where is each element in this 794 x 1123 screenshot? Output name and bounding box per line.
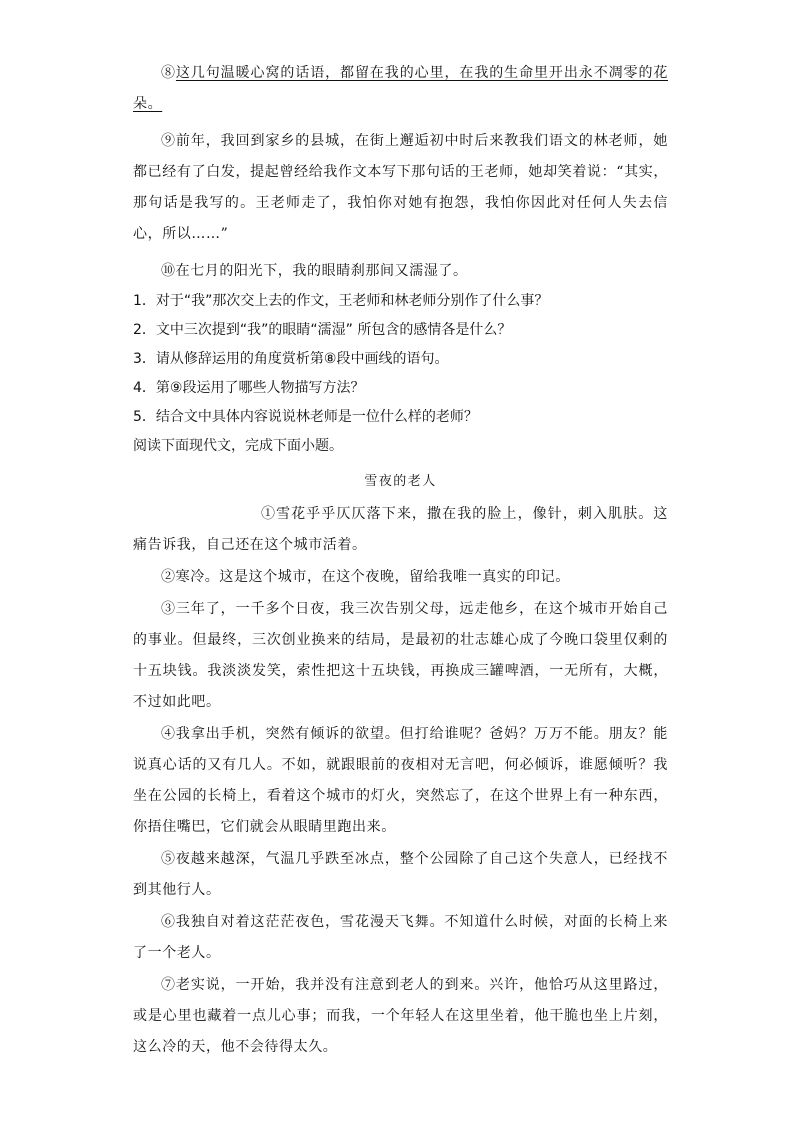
question-item: 3．请从修辞运用的角度赏析第⑧段中画线的语句。 — [133, 351, 449, 367]
story1-paragraph-8 — [133, 58, 668, 120]
story2-paragraph-1: ①雪花乎乎仄仄落下来，撒在我的脸上，像针，刺入肌肤。这痛告诉我，自己还在这个城市活着。 — [133, 506, 668, 553]
story2-paragraph-2: ②寒冷。这是这个城市，在这个夜晚，留给我唯一真实的印记。 — [161, 569, 570, 585]
question-item: 4．第⑨段运用了哪些人物描写方法？ — [133, 380, 365, 396]
reading-instruction: 阅读下面现代文，完成下面小题。 — [133, 438, 343, 454]
question-item: 1．对于“我”那次交上去的作文，王老师和林老师分别作了什么事？ — [133, 293, 549, 309]
question-item: 5．结合文中具体内容说说林老师是一位什么样的老师？ — [133, 409, 478, 425]
story2-paragraph-7: ⑦老实说，一开始，我并没有注意到老人的到来。兴许，他恰巧从这里路过，或是心里也藏着一点儿心事；而我，一个年轻人在这里坐着，他干脆也坐上片刻，这么冷的天，他不会待得太久。 — [133, 977, 668, 1055]
story2-paragraph-3: ③三年了，一千多个日夜，我三次告别父母，远走他乡，在这个城市开始自己的事业。但最终，三次创业换来的结局，是最初的壮志雄心成了今晚口袋里仅剩的十五块钱。我淡淡发笑，索性把这十五块钱，再换成三罐啤酒，一无所有，大概，不过如此吧。 — [133, 601, 668, 710]
story2-paragraph-6: ⑥我独自对着这茫茫夜色，雪花漫天飞舞。不知道什么时候，对面的长椅上来了一个老人。 — [133, 914, 668, 961]
paragraph-number: ⑧ — [161, 65, 176, 81]
story2-title: 雪夜的老人 — [364, 474, 437, 489]
story1-paragraph-10: ⑩在七月的阳光下，我的眼睛刹那间又濡湿了。 — [161, 263, 468, 279]
document-page — [133, 58, 668, 1063]
underlined-sentence: 这几句温暖心窝的话语，都留在我的心里，在我的生命里开出永不凋零的花朵。 — [133, 65, 668, 112]
story2-paragraph-5: ⑤夜越来越深，气温几乎跌至冰点，整个公园除了自己这个失意人，已经找不到其他行人。 — [133, 851, 668, 898]
story2-paragraph-4: ④我拿出手机，突然有倾诉的欲望。但打给谁呢？爸妈？万万不能。朋友？能说真心话的又有几人。不如，就跟眼前的夜相对无言吧，何必倾诉，谁愿倾听？我坐在公园的长椅上，看着这个城市的灯火，突然忘了，在这个世界上有一种东西，你捂住嘴巴，它们就会从眼睛里跑出来。 — [133, 726, 668, 835]
question-item: 2．文中三次提到“我”的眼睛“濡湿” 所包含的感情各是什么？ — [133, 322, 512, 338]
story1-paragraph-9: ⑨前年，我回到家乡的县城，在街上邂逅初中时后来教我们语文的林老师，她都已经有了白发，提起曾经给我作文本写下那句话的王老师，她却笑着说：“其实，那句话是我写的。王老师走了，我怕你对她有抱怨，我怕你因此对任何人失去信心，所以……” — [133, 133, 668, 242]
question-list — [133, 287, 668, 432]
